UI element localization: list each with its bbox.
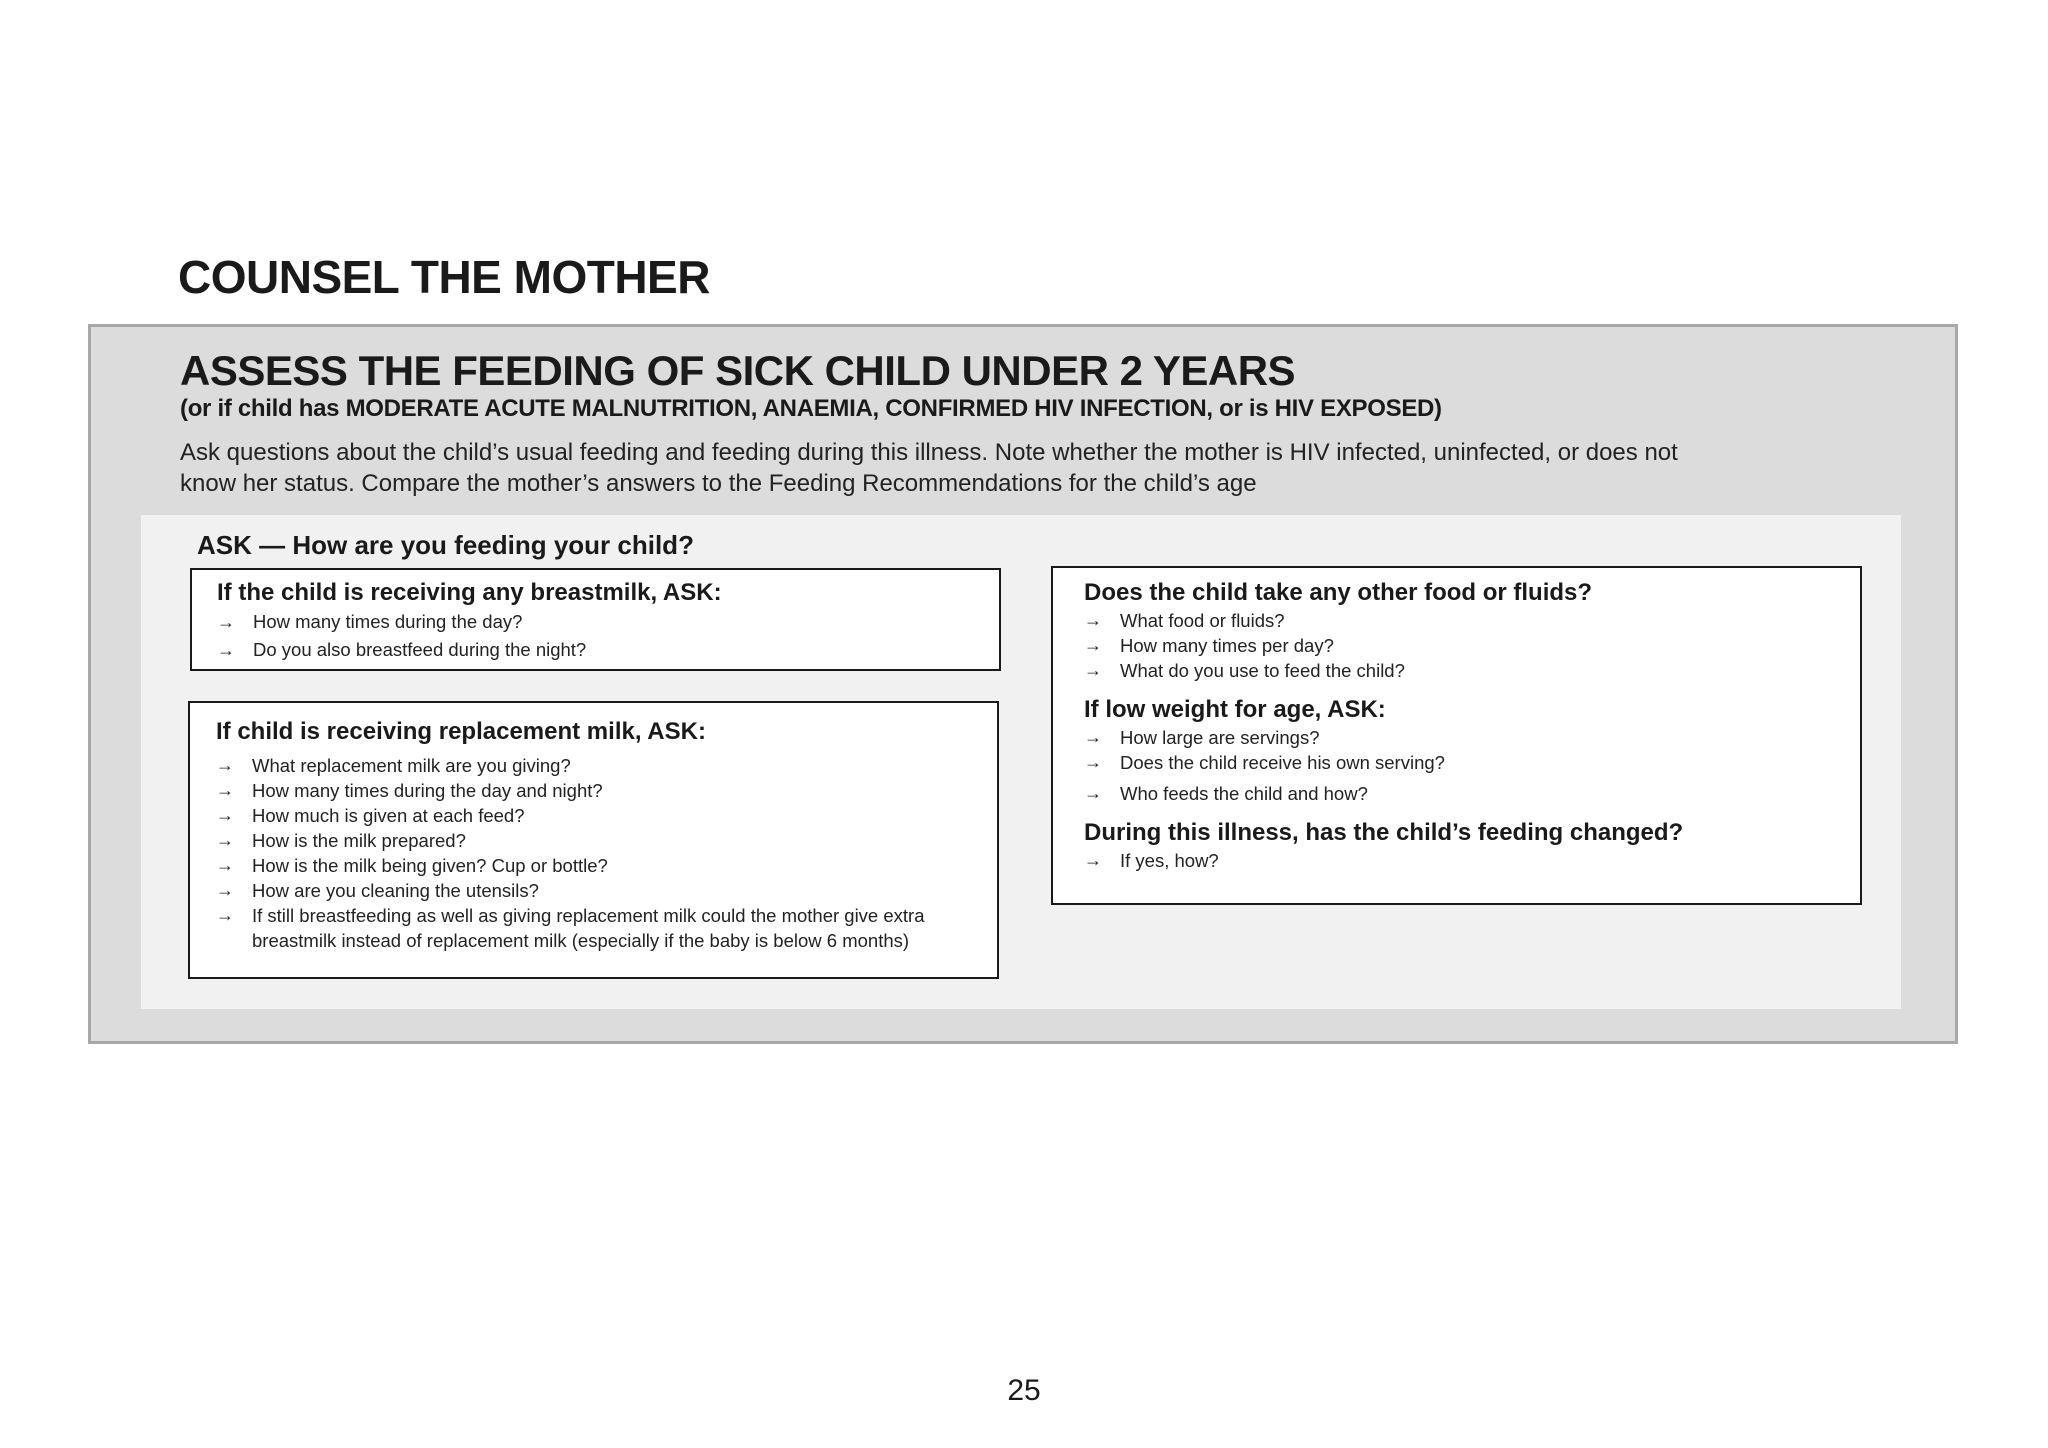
question-text: How is the milk prepared? <box>252 830 466 851</box>
illness-question-list <box>1084 848 1836 873</box>
section-subtitle: (or if child has MODERATE ACUTE MALNUTRITION, ANAEMIA, CONFIRMED HIV INFECTION, or is HIV EXPOSED) <box>180 395 1442 422</box>
arrow-right-icon: → <box>216 805 234 825</box>
list-item <box>217 636 975 664</box>
replacement-box-heading: If child is receiving replacement milk, ASK: <box>216 718 706 745</box>
ask-title: ASK — How are you feeding your child? <box>197 530 694 560</box>
ask-panel <box>141 515 1901 1009</box>
arrow-right-icon: → <box>216 855 234 875</box>
breastmilk-question-box <box>190 568 1001 671</box>
list-item <box>1084 750 1836 775</box>
list-item <box>216 878 973 903</box>
question-text: How is the milk being given? Cup or bottle? <box>252 855 608 876</box>
page-heading: COUNSEL THE MOTHER <box>178 251 710 303</box>
other-food-heading: Does the child take any other food or fluids? <box>1084 579 1593 606</box>
section-title: ASSESS THE FEEDING OF SICK CHILD UNDER 2 YEARS <box>180 347 1296 394</box>
question-text: Do you also breastfeed during the night? <box>253 639 587 660</box>
low-weight-heading: If low weight for age, ASK: <box>1084 696 1386 723</box>
list-item <box>216 853 973 878</box>
list-item <box>216 803 973 828</box>
replacement-milk-question-box <box>188 701 999 979</box>
list-item <box>216 778 973 803</box>
arrow-right-icon: → <box>1084 610 1102 630</box>
question-text: How are you cleaning the utensils? <box>252 880 539 901</box>
arrow-right-icon: → <box>217 640 235 660</box>
question-text: How large are servings? <box>1120 727 1320 748</box>
arrow-right-icon: → <box>1084 783 1102 803</box>
question-text: How much is given at each feed? <box>252 805 525 826</box>
list-item <box>1084 725 1836 750</box>
breastmilk-box-heading: If the child is receiving any breastmilk, ASK: <box>217 579 722 606</box>
list-item <box>1084 608 1836 633</box>
arrow-right-icon: → <box>1084 635 1102 655</box>
question-text: What do you use to feed the child? <box>1120 660 1405 681</box>
question-text: If yes, how? <box>1120 850 1219 871</box>
arrow-right-icon: → <box>216 830 234 850</box>
arrow-right-icon: → <box>216 755 234 775</box>
list-item <box>1084 781 1836 806</box>
other-food-question-list <box>1084 608 1836 683</box>
question-text: How many times during the day? <box>253 611 523 632</box>
arrow-right-icon: → <box>1084 727 1102 747</box>
list-item <box>216 753 973 778</box>
arrow-right-icon: → <box>216 880 234 900</box>
question-text: How many times during the day and night? <box>252 780 603 801</box>
question-text: Does the child receive his own serving? <box>1120 752 1445 773</box>
question-text: Who feeds the child and how? <box>1120 783 1368 804</box>
question-text: What food or fluids? <box>1120 610 1285 631</box>
arrow-right-icon: → <box>217 612 235 632</box>
breastmilk-question-list <box>217 608 975 664</box>
arrow-right-icon: → <box>1084 752 1102 772</box>
question-text: How many times per day? <box>1120 635 1334 656</box>
replacement-question-list <box>216 753 973 953</box>
question-text: What replacement milk are you giving? <box>252 755 571 776</box>
list-item <box>216 828 973 853</box>
list-item <box>217 608 975 636</box>
assess-feeding-panel <box>88 324 1958 1044</box>
list-item <box>1084 658 1836 683</box>
illness-change-heading: During this illness, has the child’s feeding changed? <box>1084 819 1684 846</box>
intro-line-2: know her status. Compare the mother’s answers to the Feeding Recommendations for the child’s age <box>180 470 1257 497</box>
list-item <box>216 903 973 953</box>
arrow-right-icon: → <box>216 905 234 925</box>
arrow-right-icon: → <box>1084 660 1102 680</box>
other-food-question-box <box>1051 566 1862 905</box>
intro-line-1: Ask questions about the child’s usual feeding and feeding during this illness. Note whether the mother is HIV infected, uninfected, or does not <box>180 439 1678 466</box>
question-text: If still breastfeeding as well as giving replacement milk could the mother give extra breastmilk instead of replacement milk (especially if the baby is below 6 months) <box>252 905 925 951</box>
list-item <box>1084 848 1836 873</box>
list-item <box>1084 633 1836 658</box>
low-weight-question-list <box>1084 725 1836 806</box>
arrow-right-icon: → <box>216 780 234 800</box>
intro-text <box>180 437 1820 499</box>
arrow-right-icon: → <box>1084 850 1102 870</box>
page-number: 25 <box>1007 1374 1041 1407</box>
